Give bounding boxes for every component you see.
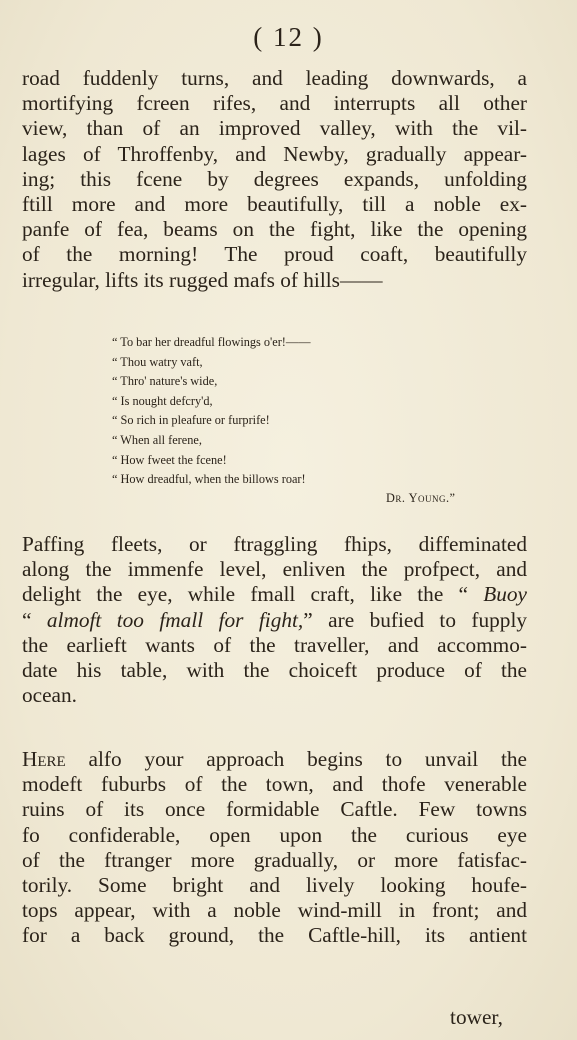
text-line: tops appear, with a noble wind-mill in front; and bbox=[22, 898, 527, 923]
text-line: ing; this fcene by degrees expands, unfolding bbox=[22, 166, 527, 191]
verse-line: “ Is nought defcry'd, bbox=[112, 393, 213, 408]
text-line: irregular, lifts its rugged mafs of hills—— bbox=[22, 267, 383, 292]
text-line: the earlieft wants of the traveller, and accommo- bbox=[22, 632, 527, 657]
text-line: ruins of its once formidable Caftle. Few towns bbox=[22, 797, 527, 822]
text-segment: alfo your approach begins to unvail the bbox=[65, 747, 527, 771]
verse-line: “ To bar her dreadful flowings o'er!—— bbox=[112, 335, 311, 349]
verse-line: “ Thro' nature's wide, bbox=[112, 374, 218, 389]
italic-text: Buoy bbox=[483, 582, 527, 607]
paragraph-3 bbox=[22, 747, 527, 949]
text-line: ftill more and more beautifully, till a noble ex- bbox=[22, 192, 527, 217]
text-line: of the morning! The proud coaft, beautifully bbox=[22, 242, 527, 267]
text-segment: “ bbox=[22, 607, 47, 632]
verse-attribution: Dr. Young.” bbox=[386, 491, 456, 505]
text-line: torily. Some bright and lively looking houfe- bbox=[22, 873, 527, 898]
italic-text: almoft too fmall for fight, bbox=[46, 607, 304, 632]
text-line bbox=[22, 747, 527, 772]
text-line: view, than of an improved valley, with the vil- bbox=[22, 116, 527, 141]
verse-line: “ How dreadful, when the billows roar! bbox=[112, 472, 306, 487]
page-number: ( 12 ) bbox=[253, 22, 324, 52]
text-line: along the immenfe level, enliven the profpect, and bbox=[22, 557, 527, 582]
text-line bbox=[22, 582, 527, 607]
text-line bbox=[22, 608, 527, 633]
text-segment: ” are bufied to fupply bbox=[303, 607, 528, 632]
verse-line: “ How fweet the fcene! bbox=[112, 452, 227, 467]
paragraph-1 bbox=[22, 66, 527, 293]
catchword: tower, bbox=[450, 1005, 503, 1029]
text-line: panfe of fea, beams on the fight, like the opening bbox=[22, 217, 527, 242]
text-line: date his table, with the choiceft produce of the bbox=[22, 658, 527, 683]
text-line: road fuddenly turns, and leading downwards, a bbox=[22, 66, 527, 90]
text-line: of the ftranger more gradually, or more fatisfac- bbox=[22, 847, 527, 872]
text-line: lages of Throffenby, and Newby, gradually appear- bbox=[22, 141, 527, 166]
verse-line: “ So rich in pleafure or furprife! bbox=[112, 413, 270, 428]
text-line: fo confiderable, open upon the curious eye bbox=[22, 822, 527, 847]
text-line: modeft fuburbs of the town, and thofe venerable bbox=[22, 772, 527, 797]
text-line: Paffing fleets, or ftraggling fhips, diffeminated bbox=[22, 532, 527, 556]
verse-line: “ Thou watry vaft, bbox=[112, 354, 203, 369]
text-segment: delight the eye, while fmall craft, like the “ bbox=[22, 582, 484, 607]
text-line: ocean. bbox=[22, 683, 77, 708]
text-line: for a back ground, the Caftle-hill, its antient bbox=[22, 923, 527, 948]
verse-line: “ When all ferene, bbox=[112, 432, 202, 447]
text-line: mortifying fcreen rifes, and interrupts all other bbox=[22, 91, 527, 116]
verse-quotation bbox=[112, 333, 512, 490]
paragraph-2 bbox=[22, 532, 527, 708]
small-caps-word: Here bbox=[22, 747, 66, 771]
